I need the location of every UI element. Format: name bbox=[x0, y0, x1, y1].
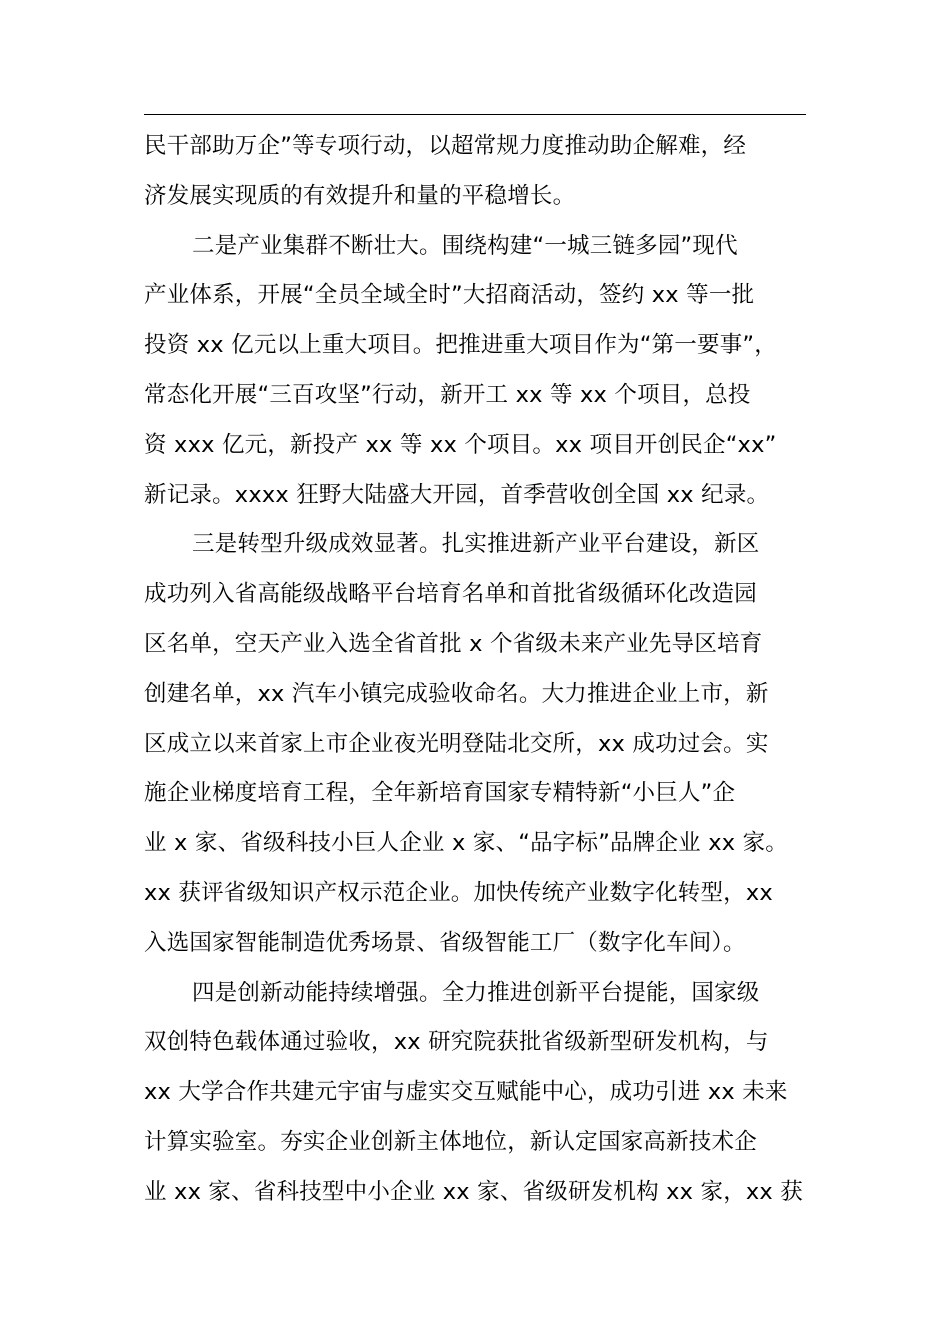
paragraph-first-line: 四是创新动能持续增强。全力推进创新平台提能，国家级 bbox=[192, 979, 760, 1006]
paragraph-line: 双创特色载体通过验收，xx 研究院获批省级新型研发机构，与 bbox=[144, 1029, 769, 1056]
paragraph-line: 成功列入省高能级战略平台培育名单和首批省级循环化改造园 bbox=[144, 581, 757, 608]
paragraph-line: xx 获评省级知识产权示范企业。加快传统产业数字化转型，xx bbox=[144, 879, 773, 906]
paragraph-line: 投资 xx 亿元以上重大项目。把推进重大项目作为“第一要事”， bbox=[144, 332, 777, 359]
paragraph-line: 计算实验室。夯实企业创新主体地位，新认定国家高新技术企 bbox=[144, 1128, 757, 1155]
paragraph-line: 创建名单，xx 汽车小镇完成验收命名。大力推进企业上市，新 bbox=[144, 680, 769, 707]
paragraph-line: 新记录。xxxx 狂野大陆盛大开园，首季营收创全国 xx 纪录。 bbox=[144, 481, 770, 508]
paragraph-line: 产业体系，开展“全员全域全时”大招商活动，签约 xx 等一批 bbox=[144, 282, 755, 309]
paragraph-line: 资 xxx 亿元，新投产 xx 等 xx 个项目。xx 项目开创民企“xx” bbox=[144, 431, 777, 458]
paragraph-line: 民干部助万企”等专项行动，以超常规力度推动助企解难，经 bbox=[144, 133, 747, 159]
paragraph-first-line: 二是产业集群不断壮大。围绕构建“一城三链多园”现代 bbox=[192, 232, 738, 259]
paragraph-line: 济发展实现质的有效提升和量的平稳增长。 bbox=[144, 182, 576, 209]
paragraph-line: 施企业梯度培育工程，全年新培育国家专精特新“小巨人”企 bbox=[144, 780, 736, 807]
paragraph-line: 入选国家智能制造优秀场景、省级智能工厂（数字化车间）。 bbox=[144, 929, 746, 956]
paragraph-line: 区成立以来首家上市企业夜光明登陆北交所，xx 成功过会。实 bbox=[144, 730, 769, 757]
paragraph-line: 常态化开展“三百攻坚”行动，新开工 xx 等 xx 个项目，总投 bbox=[144, 381, 751, 408]
paragraph-line: 业 xx 家、省科技型中小企业 xx 家、省级研发机构 xx 家，xx 获 bbox=[144, 1178, 803, 1205]
paragraph-line: xx 大学合作共建元宇宙与虚实交互赋能中心，成功引进 xx 未来 bbox=[144, 1079, 788, 1106]
header-rule bbox=[144, 114, 806, 115]
paragraph-line: 区名单，空天产业入选全省首批 x 个省级未来产业先导区培育 bbox=[144, 630, 763, 657]
document-body bbox=[144, 122, 806, 1218]
paragraph-line: 业 x 家、省级科技小巨人企业 x 家、“品字标”品牌企业 xx 家。 bbox=[144, 830, 788, 857]
paragraph-first-line: 三是转型升级成效显著。扎实推进新产业平台建设，新区 bbox=[192, 531, 760, 558]
